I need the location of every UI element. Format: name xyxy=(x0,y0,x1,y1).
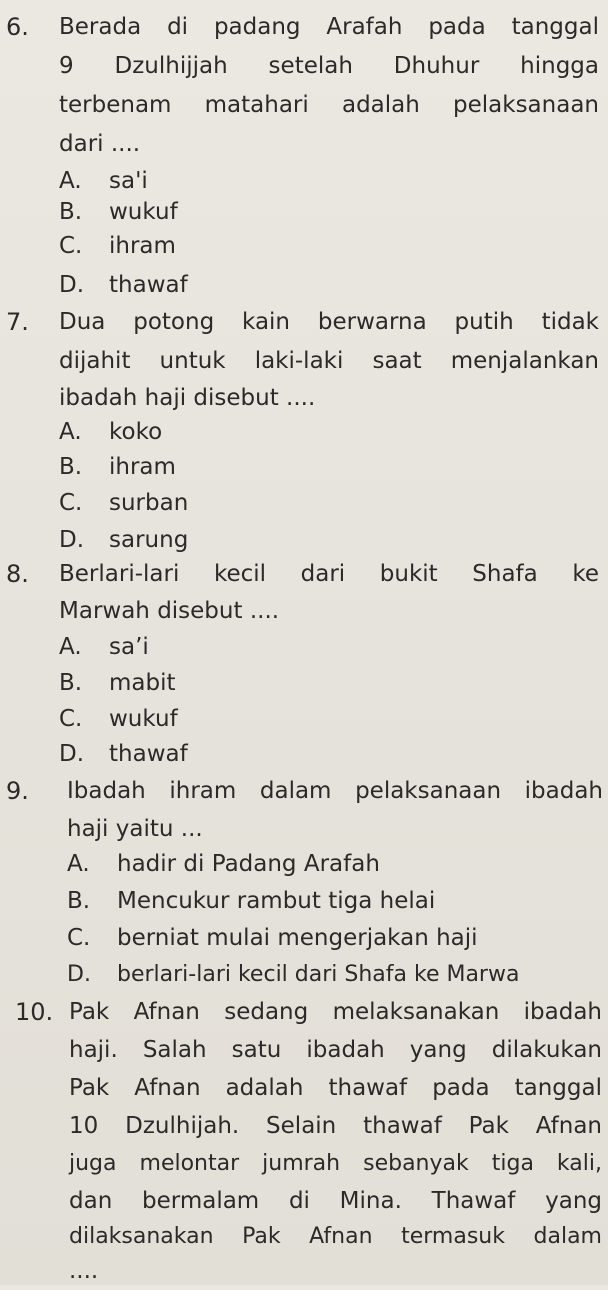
option-letter: B. xyxy=(59,454,83,480)
answer-option-c[interactable] xyxy=(59,484,188,522)
question-text-line: dari .... xyxy=(59,131,141,157)
option-letter: A. xyxy=(59,634,82,660)
question-text-line: Pak Afnan adalah thawaf pada tanggal xyxy=(69,1075,602,1101)
answer-option-a[interactable] xyxy=(59,628,149,666)
answer-option-d[interactable] xyxy=(67,956,519,994)
option-letter: C. xyxy=(59,233,83,259)
option-letter: A. xyxy=(59,419,82,445)
option-letter: B. xyxy=(67,888,91,914)
question-text-line: Pak Afnan sedang melaksanakan ibadah xyxy=(69,999,602,1025)
option-letter: D. xyxy=(67,962,91,987)
option-text: hadir di Padang Arafah xyxy=(117,851,380,877)
question-text-line: haji yaitu ... xyxy=(67,816,203,842)
question-text-line: Ibadah ihram dalam pelaksanaan ibadah xyxy=(67,778,603,804)
question-number: 6. xyxy=(6,13,29,41)
option-text: thawaf xyxy=(109,272,188,298)
option-text: sarung xyxy=(109,527,189,553)
option-letter: D. xyxy=(59,527,85,553)
option-text: wukuf xyxy=(109,199,178,225)
question-text-line: 9 Dzulhijjah setelah Dhuhur hingga xyxy=(59,53,599,79)
option-letter: B. xyxy=(59,670,83,696)
option-text: ihram xyxy=(109,233,176,259)
question-text-line: dan bermalam di Mina. Thawaf yang xyxy=(69,1188,602,1214)
answer-option-a[interactable] xyxy=(59,413,162,451)
option-text: sa’i xyxy=(109,634,149,660)
answer-option-d[interactable] xyxy=(59,266,188,304)
question-text-line: 10 Dzulhijah. Selain thawaf Pak Afnan xyxy=(69,1113,602,1139)
option-letter: D. xyxy=(59,741,85,767)
option-text: berlari-lari kecil dari Shafa ke Marwa xyxy=(117,962,520,987)
option-text: ihram xyxy=(109,454,176,480)
answer-option-b[interactable] xyxy=(67,882,435,920)
question-text-line: juga melontar jumrah sebanyak tiga kali, xyxy=(69,1151,602,1176)
option-text: mabit xyxy=(109,670,176,696)
option-text: berniat mulai mengerjakan haji xyxy=(117,925,478,951)
question-text-line: haji. Salah satu ibadah yang dilakukan xyxy=(69,1037,602,1063)
option-text: sa'i xyxy=(109,168,148,194)
option-text: wukuf xyxy=(109,706,178,732)
question-number: 7. xyxy=(6,308,29,336)
option-letter: A. xyxy=(59,168,82,194)
answer-option-b[interactable] xyxy=(59,448,176,486)
answer-option-a[interactable] xyxy=(67,845,380,883)
option-letter: D. xyxy=(59,272,85,298)
question-text-line: Dua potong kain berwarna putih tidak xyxy=(59,309,599,335)
answer-option-d[interactable] xyxy=(59,521,188,559)
question-number: 9. xyxy=(6,777,29,805)
question-text-line: Berlari-lari kecil dari bukit Shafa ke xyxy=(59,561,599,587)
question-text-line: ibadah haji disebut .... xyxy=(59,385,316,411)
option-text: Mencukur rambut tiga helai xyxy=(117,888,436,914)
question-text-line: terbenam matahari adalah pelaksanaan xyxy=(59,92,599,118)
option-text: surban xyxy=(109,490,189,516)
option-letter: C. xyxy=(67,925,91,951)
answer-option-c[interactable] xyxy=(67,919,478,957)
question-text-line: .... xyxy=(69,1258,99,1284)
question-text-line: dijahit untuk laki-laki saat menjalankan xyxy=(59,348,599,374)
option-letter: B. xyxy=(59,199,83,225)
question-number: 8. xyxy=(6,560,29,588)
answer-option-b[interactable] xyxy=(59,664,176,702)
option-text: thawaf xyxy=(109,741,188,767)
option-letter: C. xyxy=(59,706,83,732)
option-text: koko xyxy=(109,419,163,445)
question-number: 10. xyxy=(15,998,54,1026)
answer-option-c[interactable] xyxy=(59,700,178,738)
answer-option-b[interactable] xyxy=(59,193,178,231)
option-letter: C. xyxy=(59,490,83,516)
answer-option-d[interactable] xyxy=(59,735,188,773)
answer-option-c[interactable] xyxy=(59,227,176,265)
question-text-line: Berada di padang Arafah pada tanggal xyxy=(59,14,599,40)
question-text-line: dilaksanakan Pak Afnan termasuk dalam xyxy=(69,1224,602,1249)
question-text-line: Marwah disebut .... xyxy=(59,598,280,624)
option-letter: A. xyxy=(67,851,90,877)
